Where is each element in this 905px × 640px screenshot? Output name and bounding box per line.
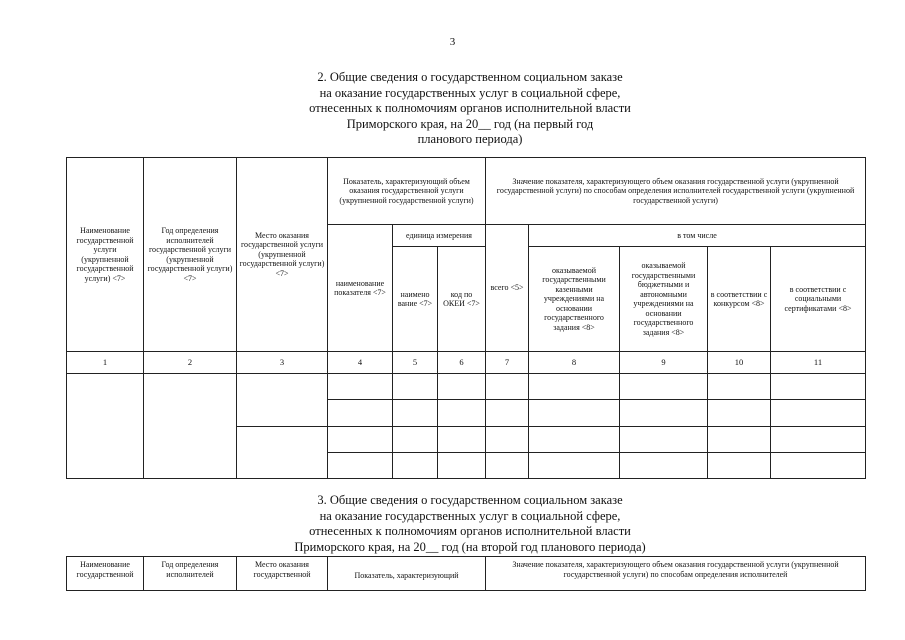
header-place: Место оказания государственной услуги (укрупненной государственной услуги) <7>	[237, 158, 328, 352]
data-cell	[393, 400, 438, 427]
data-cell	[486, 374, 529, 400]
header-year: Год определения исполнителей государственной услуги (укрупненной государственной услуги) <7>	[144, 158, 237, 352]
section2-table	[66, 157, 866, 479]
data-cell	[529, 374, 620, 400]
column-number: 6	[438, 352, 486, 374]
column-number: 7	[486, 352, 529, 374]
data-cell	[328, 453, 393, 479]
header-certificates: в соответствии с социальными сертификатами <8>	[771, 247, 866, 352]
section2-title-line: планового периода)	[417, 132, 523, 146]
data-cell	[708, 453, 771, 479]
column-number: 11	[771, 352, 866, 374]
data-cell	[620, 374, 708, 400]
header-service-name: Наименование государственной услуги (укрупненной государственной услуги) <7>	[67, 158, 144, 352]
section3-title-line: Приморского края, на 20__ год (на второй год планового периода)	[294, 539, 646, 554]
data-cell	[771, 427, 866, 453]
data-cell	[529, 400, 620, 427]
section3-title-line: на оказание государственных услуг в социальной сфере,	[319, 508, 621, 523]
header-okei-code: код по ОКЕИ <7>	[438, 247, 486, 352]
data-cell	[393, 453, 438, 479]
data-cell	[144, 374, 237, 479]
s3-header-place: Место оказания государственной	[237, 557, 328, 591]
header-budget-institutions: оказываемой государственными бюджетными и автономными учреждениями на основании государственного задания <8>	[620, 247, 708, 352]
header-unit-group: единица измерения	[393, 225, 486, 247]
page-number: 3	[449, 36, 456, 48]
s3-header-year: Год определения исполнителей	[144, 557, 237, 591]
data-cell	[438, 427, 486, 453]
column-number: 9	[620, 352, 708, 374]
header-unit-name: наимено вание <7>	[393, 247, 438, 352]
section3-title-line: 3. Общие сведения о государственном социальном заказе	[317, 493, 623, 507]
column-number: 1	[67, 352, 144, 374]
data-cell	[771, 453, 866, 479]
column-number: 4	[328, 352, 393, 374]
data-cell	[529, 427, 620, 453]
data-cell	[708, 374, 771, 400]
data-cell	[328, 427, 393, 453]
column-number: 3	[237, 352, 328, 374]
data-cell	[328, 374, 393, 400]
data-cell	[393, 427, 438, 453]
data-cell	[486, 400, 529, 427]
data-cell	[620, 400, 708, 427]
s3-header-service-name: Наименование государственной	[67, 557, 144, 591]
section3-table	[66, 556, 866, 591]
column-number: 8	[529, 352, 620, 374]
column-number: 2	[144, 352, 237, 374]
data-cell	[771, 374, 866, 400]
section3-title-line: отнесенных к полномочиям органов исполнительной власти	[309, 524, 631, 538]
data-cell	[486, 453, 529, 479]
data-cell	[620, 453, 708, 479]
header-state-institutions: оказываемой государственными казенными учреждениями на основании государственного задания <8>	[529, 247, 620, 352]
header-competition: в соответствии с конкурсом <8>	[708, 247, 771, 352]
data-cell	[620, 427, 708, 453]
section2-title-line: Приморского края, на 20__ год (на первый год	[346, 116, 594, 131]
column-number: 5	[393, 352, 438, 374]
data-cell	[67, 374, 144, 479]
header-total: всего <5>	[486, 225, 529, 352]
data-cell	[438, 374, 486, 400]
header-indicator-group: Показатель, характеризующий объем оказания государственной услуги (укрупненной государственной услуги)	[328, 158, 486, 225]
data-cell	[237, 427, 328, 479]
data-cell	[486, 427, 529, 453]
section2-title-line: 2. Общие сведения о государственном социальном заказе	[317, 70, 623, 84]
data-cell	[237, 374, 328, 427]
data-cell	[438, 400, 486, 427]
data-cell	[328, 400, 393, 427]
data-cell	[771, 400, 866, 427]
data-cell	[708, 427, 771, 453]
data-cell	[529, 453, 620, 479]
data-cell	[393, 374, 438, 400]
data-cell	[438, 453, 486, 479]
section2-heading	[250, 70, 690, 148]
section2-title-line: на оказание государственных услуг в социальной сфере,	[319, 85, 621, 100]
section3-heading	[250, 493, 690, 555]
header-including-group: в том числе	[529, 225, 866, 247]
section2-title-line: отнесенных к полномочиям органов исполнительной власти	[309, 101, 631, 115]
column-number: 10	[708, 352, 771, 374]
s3-header-value-group: Значение показателя, характеризующего объем оказания государственной услуги (укрупненной государственной услуги) по способам определения исполнителей	[486, 557, 866, 591]
header-indicator-name: наименование показателя <7>	[328, 225, 393, 352]
header-value-group: Значение показателя, характеризующего объем оказания государственной услуги (укрупненной государственной услуги) по способам определения исполнителей государственной услуги (укрупненной государственной услуги)	[486, 158, 866, 225]
s3-header-indicator-group: Показатель, характеризующий	[328, 557, 486, 591]
data-cell	[708, 400, 771, 427]
